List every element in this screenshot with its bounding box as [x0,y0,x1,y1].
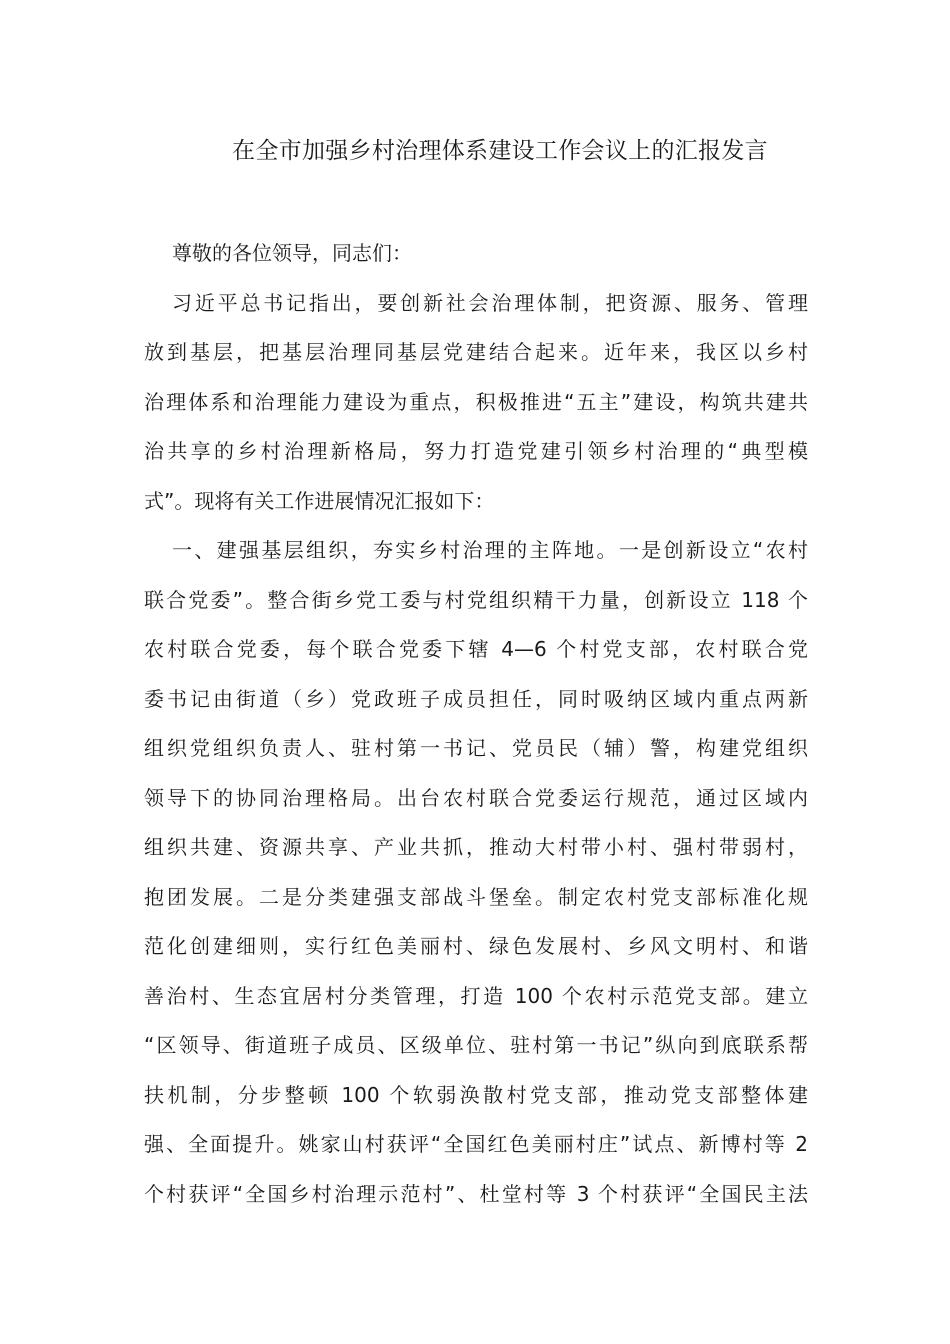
paragraph-line: 治共享的乡村治理新格局，努力打造党建引领乡村治理的“典型模 [144,439,808,463]
paragraph-line: 个村获评“全国乡村治理示范村”、杜堂村等 3 个村获评“全国民主法 [144,1181,808,1206]
paragraph-line: 式”。现将有关工作进展情况汇报如下： [144,488,495,513]
paragraph-line: “区领导、街道班子成员、区级单位、驻村第一书记”纵向到底联系帮 [144,1033,808,1057]
paragraph-line: 领导下的协同治理格局。出台农村联合党委运行规范，通过区域内 [144,785,808,810]
document-body [144,229,808,1219]
paragraph-line: 组织党组织负责人、驻村第一书记、党员民（辅）警，构建党组织 [144,736,808,760]
salutation-line: 尊敬的各位领导，同志们： [172,241,412,265]
paragraph-line: 治理体系和治理能力建设为重点，积极推进“五主”建设，构筑共建共 [144,389,808,414]
paragraph-line: 一、建强基层组织，夯实乡村治理的主阵地。一是创新设立“农村 [172,538,808,562]
paragraph-line: 善治村、生态宜居村分类管理，打造 100 个农村示范党支部。建立 [144,983,808,1008]
paragraph-line: 强、全面提升。姚家山村获评“全国红色美丽村庄”试点、新博村等 2 [144,1132,808,1156]
paragraph-line: 委书记由街道（乡）党政班子成员担任，同时吸纳区域内重点两新 [144,686,808,711]
document-title: 在全市加强乡村治理体系建设工作会议上的汇报发言 [232,138,768,164]
paragraph-line: 抱团发展。二是分类建强支部战斗堡垒。制定农村党支部标准化规 [144,884,808,909]
paragraph-line: 扶机制，分步整顿 100 个软弱涣散村党支部，推动党支部整体建 [144,1082,808,1107]
paragraph-line: 组织共建、资源共享、产业共抓，推动大村带小村、强村带弱村， [144,835,808,859]
paragraph-line: 范化创建细则，实行红色美丽村、绿色发展村、乡风文明村、和谐 [144,934,808,958]
paragraph-line: 农村联合党委，每个联合党委下辖 4—6 个村党支部，农村联合党 [144,637,808,661]
paragraph-line: 习近平总书记指出，要创新社会治理体制，把资源、服务、管理 [172,290,808,315]
paragraph-line: 放到基层，把基层治理同基层党建结合起来。近年来，我区以乡村 [144,340,808,364]
paragraph-line: 联合党委”。整合街乡党工委与村党组织精干力量，创新设立 118 个 [144,587,808,612]
